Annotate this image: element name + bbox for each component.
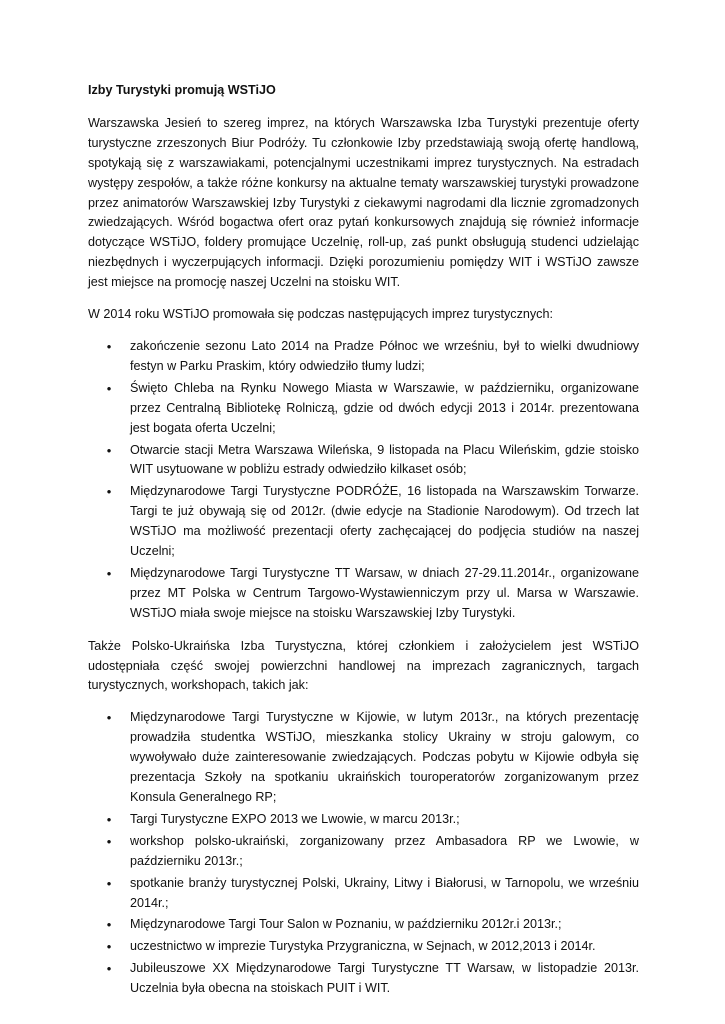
bullet-icon: •	[106, 939, 112, 955]
list-item	[88, 810, 639, 830]
list-item-text: workshop polsko-ukraiński, zorganizowany przez Ambasadora RP we Lwowie, w październiku 2013r.;	[130, 833, 639, 868]
ukraine-paragraph: Także Polsko-Ukraińska Izba Turystyczna, której członkiem i założycielem jest WSTiJO udostępniała część swojej powierzchni handlowej na imprezach zagranicznych, targach turystycznych, workshopach, takich jak:	[88, 638, 639, 693]
bullet-icon: •	[106, 484, 112, 500]
list-item-text: Międzynarodowe Targi Tour Salon w Poznaniu, w październiku 2012r.i 2013r.;	[130, 917, 562, 932]
bullet-icon: •	[106, 710, 112, 726]
bullet-icon: •	[106, 833, 112, 849]
list-item-text: spotkanie branży turystycznej Polski, Ukrainy, Litwy i Białorusi, w Tarnopolu, we wrześniu 2014r.;	[130, 875, 639, 910]
events-2014-list	[88, 337, 639, 624]
bullet-icon: •	[106, 917, 112, 933]
list-item-text: Święto Chleba na Rynku Nowego Miasta w Warszawie, w październiku, organizowane przez Centralną Bibliotekę Rolniczą, gdzie od dwóch edycji 2013 i 2014r. prezentowana jest bogata oferta Uczelni;	[130, 380, 639, 435]
list-item	[88, 959, 639, 999]
list-item-text: Międzynarodowe Targi Turystyczne PODRÓŻE, 16 listopada na Warszawskim Torwarze. Targi te już obywają się od 2012r. (dwie edycje na Stadionie Narodowym). Od trzech lat WSTiJO ma możliwość prezentacji oferty zachęcającej do podjęcia studiów na naszej Uczelni;	[130, 484, 639, 559]
list-item	[88, 482, 639, 562]
list-item	[88, 915, 639, 935]
list-item	[88, 337, 639, 377]
bullet-icon: •	[106, 961, 112, 977]
bullet-icon: •	[106, 442, 112, 458]
bullet-icon: •	[106, 338, 112, 354]
list-item-text: Jubileuszowe XX Międzynarodowe Targi Turystyczne TT Warsaw, w listopadzie 2013r. Uczelnia była obecna na stoiskach PUIT i WIT.	[130, 961, 639, 996]
document-title: Izby Turystyki promują WSTiJO	[88, 83, 276, 97]
list-item	[88, 379, 639, 439]
list-item	[88, 708, 639, 808]
bullet-icon: •	[106, 875, 112, 891]
intro-paragraph: Warszawska Jesień to szereg imprez, na których Warszawska Izba Turystyki prezentuje oferty turystyczne zrzeszonych Biur Podróży. Tu członkowie Izby przedstawiają swoją ofertę handlową, spotykają się z warszawiakami, potencjalnymi uczestnikami imprez turystycznych. Na estradach występy zespołów, a także różne konkursy na aktualne tematy warszawskiej turystyki prowadzone przez animatorów Warszawskiej Izby Turystyki z ciekawymi nagrodami dla licznie zgromadzonych zwiedzających. Wśród bogactwa ofert oraz pytań konkursowych znajdują się również informacje dotyczące WSTiJO, foldery promujące Uczelnię, roll-up, zaś punkt obsługują studenci udzielając niezbędnych i wyczerpujących informacji. Dzięki porozumieniu pomiędzy WIT i WSTiJO zawsze jest miejsce na promocję naszej Uczelni na stoisku WIT.	[88, 115, 639, 290]
list-item-text: Targi Turystyczne EXPO 2013 we Lwowie, w marcu 2013r.;	[130, 811, 460, 826]
bullet-icon: •	[106, 380, 112, 396]
list-item	[88, 874, 639, 914]
list-item-text: zakończenie sezonu Lato 2014 na Pradze Północ we wrześniu, był to wielki dwudniowy festyn w Parku Praskim, który odwiedziło tłumy ludzi;	[130, 338, 639, 373]
list-item-text: Międzynarodowe Targi Turystyczne w Kijowie, w lutym 2013r., na których prezentację prowadziła studentka WSTiJO, mieszkanka stolicy Ukrainy w stroju galowym, co wywoływało duże zainteresowanie zwiedzających. Podczas pobytu w Kijowie odbyła się prezentacja Szkoły na spotkaniu ukraińskich touroperatorów zorganizowanym przez Konsula Generalnego RP;	[130, 710, 639, 804]
foreign-events-list	[88, 708, 639, 999]
list-item-text: Międzynarodowe Targi Turystyczne TT Warsaw, w dniach 27-29.11.2014r., organizowane przez MT Polska w Centrum Targowo-Wystawienniczym przy ul. Marsa w Warszawie. WSTiJO miała swoje miejsce na stoisku Warszawskiej Izby Turystyki.	[130, 565, 639, 620]
list-item	[88, 937, 639, 957]
list-item-text: uczestnictwo w imprezie Turystyka Przygraniczna, w Sejnach, w 2012,2013 i 2014r.	[130, 939, 596, 954]
bullet-icon: •	[106, 565, 112, 581]
list-item	[88, 564, 639, 624]
list-item-text: Otwarcie stacji Metra Warszawa Wileńska, 9 listopada na Placu Wileńskim, gdzie stoisko WIT usytuowane w pobliżu estrady odwiedziło kilkaset osób;	[130, 442, 639, 477]
bullet-icon: •	[106, 811, 112, 827]
list-item	[88, 441, 639, 481]
events-2014-heading: W 2014 roku WSTiJO promowała się podczas następujących imprez turystycznych:	[88, 307, 553, 322]
list-item	[88, 832, 639, 872]
